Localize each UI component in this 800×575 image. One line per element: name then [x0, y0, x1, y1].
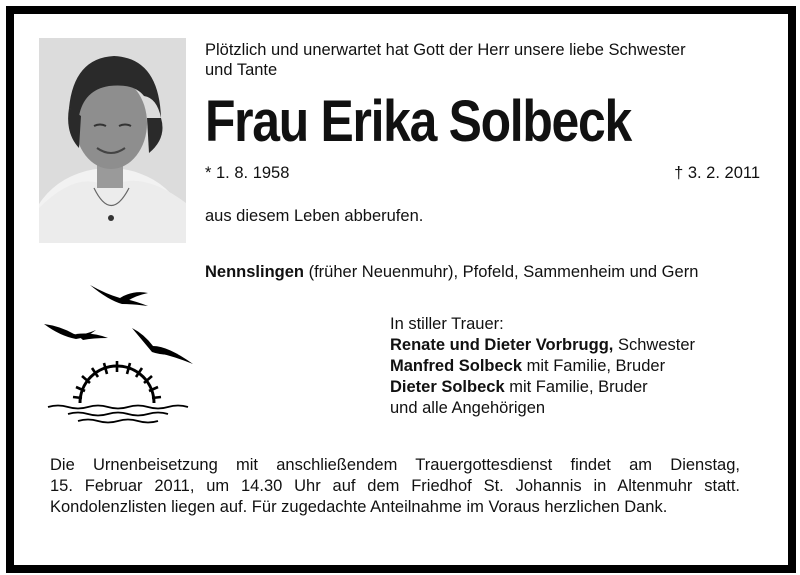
mourners-closing: und alle Angehörigen: [390, 399, 546, 417]
mourner-relation: mit Familie, Bruder: [504, 378, 648, 396]
intro-text: [205, 40, 745, 80]
footer-line-3: Kondolenzlisten liegen auf. Für zugedachte Anteilnahme im Voraus herzlichen Dank.: [50, 498, 668, 516]
places-line: [205, 263, 698, 282]
mourner-name: Dieter Solbeck: [390, 378, 505, 396]
funeral-notice: [50, 455, 740, 518]
abberufen-phrase: aus diesem Leben abberufen.: [205, 207, 424, 225]
deceased-name: Frau Erika Solbeck: [205, 89, 631, 154]
mourner-relation: Schwester: [613, 336, 696, 354]
intro-line-1: Plötzlich und unerwartet hat Gott der Herr unsere liebe Schwester: [205, 41, 686, 59]
mourners-block: [390, 314, 695, 419]
footer-line-1: Die Urnenbeisetzung mit anschließendem Trauergottesdienst findet am Dienstag,: [50, 456, 740, 474]
mourner-row: [390, 377, 695, 398]
portrait-photo: [39, 38, 186, 243]
mourner-relation: mit Familie, Bruder: [522, 357, 666, 375]
death-date: † 3. 2. 2011: [674, 164, 760, 182]
places-main: Nennslingen: [205, 263, 305, 281]
birds-and-sunset-icon: [38, 276, 198, 426]
mourner-name: Manfred Solbeck: [390, 357, 523, 375]
intro-line-2: und Tante: [205, 61, 278, 79]
mourner-row: [390, 335, 695, 356]
mourner-name: Renate und Dieter Vorbrugg,: [390, 336, 614, 354]
places-rest: (früher Neuenmuhr), Pfofeld, Sammenheim und Gern: [304, 263, 699, 281]
footer-line-2: 15. Februar 2011, um 14.30 Uhr auf dem Friedhof St. Johannis in Altenmuhr statt.: [50, 477, 740, 495]
birth-date: * 1. 8. 1958: [205, 164, 290, 182]
mourner-row: [390, 356, 695, 377]
mourners-heading: In stiller Trauer:: [390, 315, 504, 333]
